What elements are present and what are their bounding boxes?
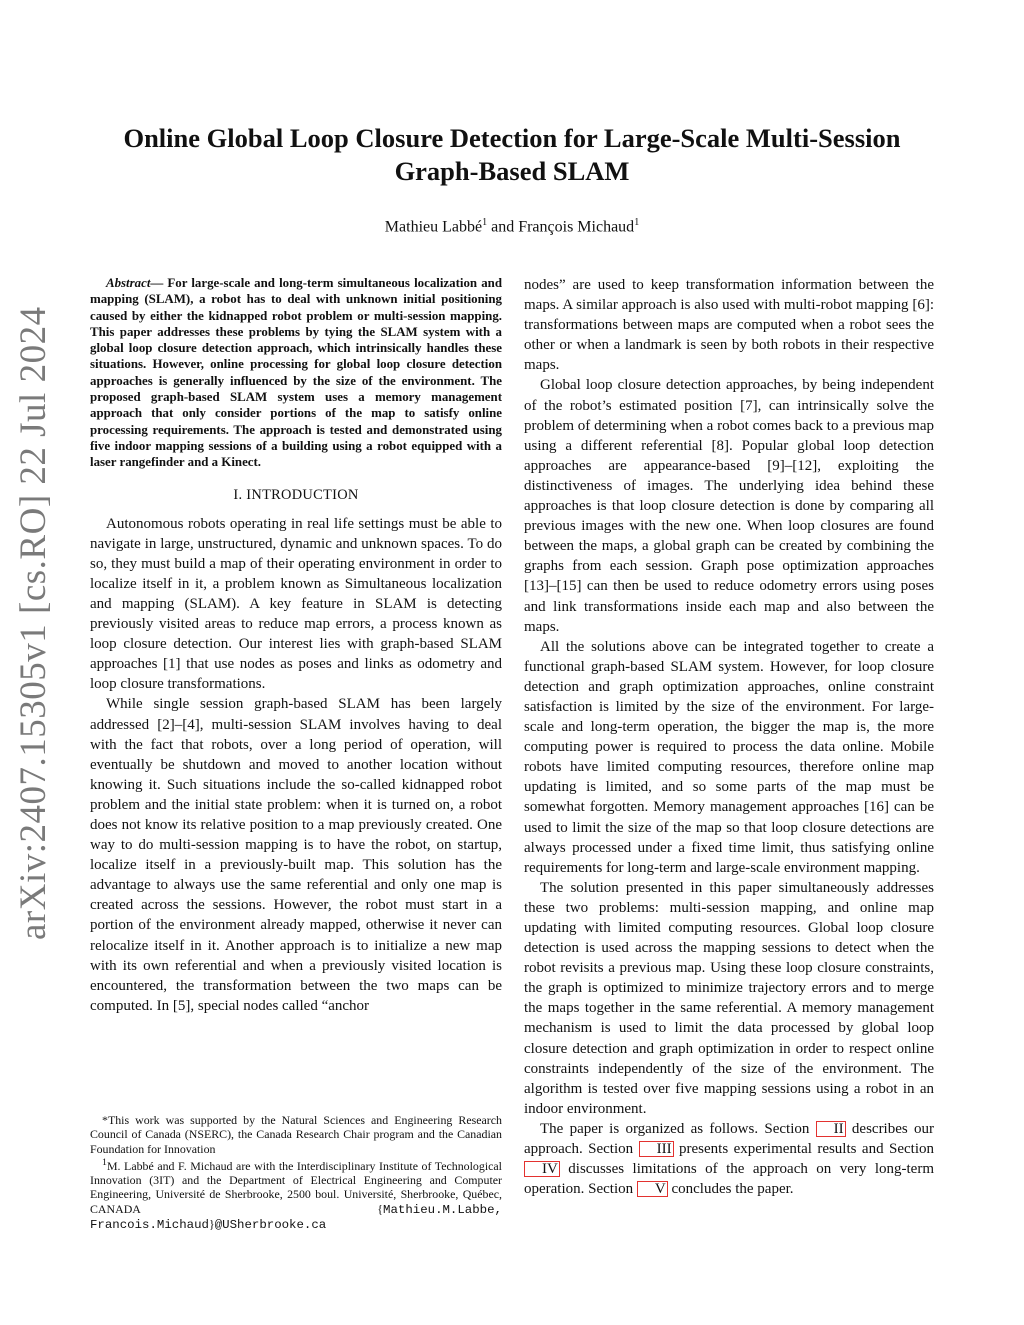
author-joiner: and <box>487 218 519 236</box>
section-ref-link[interactable]: II <box>816 1121 846 1137</box>
paper-organization-paragraph <box>524 1119 934 1199</box>
organization-text: presents experimental results and Section <box>673 1141 934 1158</box>
footnote-affiliation <box>90 1156 502 1232</box>
intro-paragraph: nodes” are used to keep transformation information between the maps. A similar approach is also used with multi-robot mapping [6]: transformations between maps are computed when a robot sees the other or when a landmark is seen by both robots in their respective maps. <box>524 277 934 374</box>
author-line <box>90 217 934 236</box>
author-email-names: Mathieu.M.Labbe, Francois.Michaud <box>90 1202 502 1233</box>
abstract-label: Abstract <box>106 276 151 290</box>
section-ref-link[interactable]: III <box>639 1141 674 1157</box>
organization-text: discusses limitations of the approach on very long-term operation. Section <box>524 1161 934 1198</box>
left-column <box>90 275 502 1016</box>
footnote-affil-mark: 1 <box>102 1156 107 1168</box>
footnotes <box>90 1113 502 1232</box>
organization-text: The paper is organized as follows. Section <box>540 1120 816 1137</box>
section-heading-introduction: I. INTRODUCTION <box>233 486 359 503</box>
author-labbe: Mathieu Labbé <box>384 218 483 236</box>
abstract-text: For large-scale and long-term simultaneous localization and mapping (SLAM), a robot has to deal with unknown initial positioning caused by either the kidnapped robot problem or multi-session mapping. This paper addresses these problems by tying the SLAM system with a global loop closure detection approach, which intrinsically handles these situations. However, online processing for global loop closure detection approaches is generally influenced by the size of the environment. The proposed graph-based SLAM system uses a memory management approach that only consider portions of the map to satisfy online processing requirements. The approach is tested and demonstrated using five indoor mapping sessions of a building using a robot equipped with a laser rangefinder and a Kinect. <box>90 276 502 470</box>
author-affil-mark: 1 <box>482 217 488 228</box>
arxiv-identifier-stamp: arXiv:2407.15305v1 [cs.RO] 22 Jul 2024 <box>13 306 54 940</box>
author-email-domain: @USherbrooke.ca <box>214 1218 327 1233</box>
organization-text: describes our approach. Section <box>524 1120 934 1158</box>
organization-text: concludes the paper. <box>667 1181 794 1198</box>
intro-paragraph: The solution presented in this paper simultaneously addresses these two problems: multi-session mapping, and online map updating with limited computing resources. Global loop closure detection is used across the mapping sessions to detect when the robot revisits a previous map. Using these loop closure constraints, the graph is optimized to minimize trajectory errors and to merge the maps together in the same referential. A memory management mechanism is used to limit the data processed by global loop closure detection and graph optimization in order to respect online constraints independently of the size of the environment. The algorithm is tested over five mapping sessions using a robot in an indoor environment. <box>524 879 934 1117</box>
email-brace-open: { <box>377 1201 384 1216</box>
right-column <box>524 275 934 1199</box>
author-affil-mark: 1 <box>634 217 640 228</box>
intro-paragraph: Autonomous robots operating in real life settings must be able to navigate in large, unstructured, dynamic and unknown spaces. To do so, they must build a map of their operating environment in order to localize itself in it, a problem known as Simultaneous localization and mapping (SLAM). A key feature in SLAM is detecting previously visited areas to reduce map errors, a process known as loop closure detection. Our interest lies with graph-based SLAM approaches [1] that use nodes as poses and links as odometry and loop closure transformations. <box>90 515 502 693</box>
author-michaud: François Michaud <box>518 218 635 236</box>
section-ref-link[interactable]: V <box>637 1181 668 1197</box>
footnote-support: *This work was supported by the Natural Sciences and Engineering Research Council of Canada (NSERC), the Canada Research Chair program and the Canadian Foundation for Innovation <box>90 1113 502 1156</box>
intro-paragraph: All the solutions above can be integrated together to create a functional graph-based SLAM system. However, for loop closure detection and graph optimization approaches, online constraint satisfaction is limited by the size of the environment. For large-scale and long-term operation, the bigger the map is, the more computing power is required to process the data online. Mobile robots have limited computing resources, therefore online map updating is limited, and so some parts of the map must be somewhat forgotten. Memory management approaches [16] can be used to limit the size of the map so that loop closure detections are always processed under a fixed time limit, thus satisfying online requirements for long-term and large-scale environment mapping. <box>524 638 934 876</box>
intro-paragraph: While single session graph-based SLAM has been largely addressed [2]–[4], multi-session SLAM involves having to deal with the fact that robots, over a long period of operation, will eventually be shutdown and moved to another location without knowing it. Such situations include the so-called kidnapped robot problem and the initial state problem: when it is turned on, a robot does not know its relative position to a map previously created. One way to do multi-session mapping is to have the robot, on startup, localize itself in a previously-built map. This solution has the advantage to always use the same referential and only one map is created across the sessions. However, the robot must start in a portion of the environment already mapped, otherwise it never can relocalize itself in it. Another approach is to initialize a new map with its own referential and when a previously visited location is encountered, the transformation between the two maps can be computed. In [5], special nodes called “anchor <box>90 696 502 1014</box>
email-brace-close: } <box>208 1217 215 1232</box>
intro-paragraph: Global loop closure detection approaches, by being independent of the robot’s estimated position [7], can intrinsically solve the problem of determining when a robot comes back to a previous map using a different referential [8]. Popular global loop detection approaches are appearance-based [9]–[12], exploiting the distinctiveness of images. The underlying idea behind these approaches is that loop closure detection is done by comparing all previous images with the new one. When loop closures are found between the maps, a global graph can be created by combining the graphs from each session. Graph pose optimization approaches [13]–[15] can then be used to reduce odometry errors using poses and link transformations inside each map and also between the maps. <box>524 377 934 635</box>
abstract <box>90 275 502 471</box>
paper-title: Online Global Loop Closure Detection for Large-Scale Multi-Session Graph-Based SLAM <box>123 123 901 186</box>
abstract-dash: — <box>150 276 168 290</box>
footnote-affiliation-text: M. Labbé and F. Michaud are with the Interdisciplinary Institute of Technological Innovation (3IT) and the Department of Electrical Engineering and Computer Engineering, Université de Sherbrooke, 2500 boul. Université, Sherbrooke, Québec, CANADA <box>90 1158 502 1216</box>
section-ref-link[interactable]: IV <box>524 1161 560 1177</box>
